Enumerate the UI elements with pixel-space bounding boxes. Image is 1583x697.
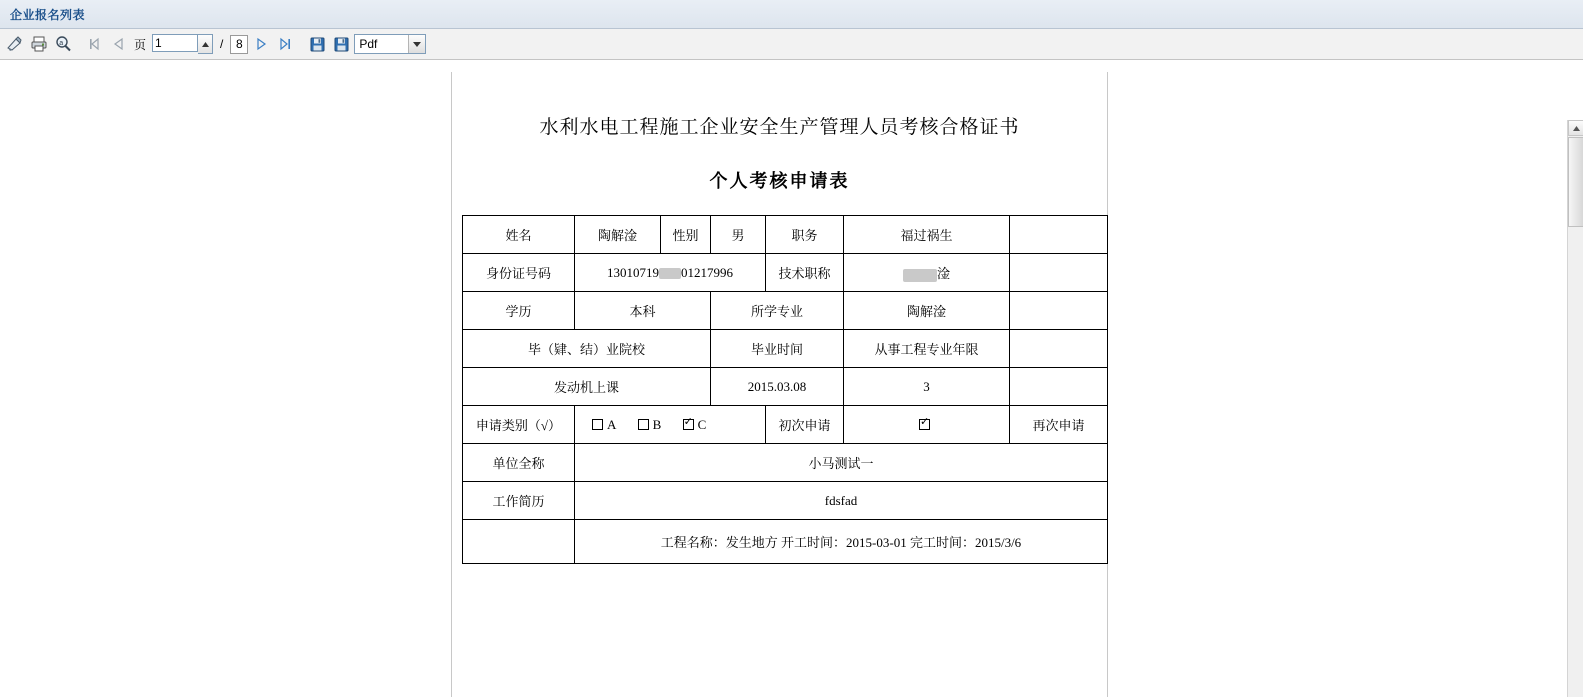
report-toolbar (0, 29, 1583, 60)
company-label: 单位全称 (463, 444, 575, 482)
table-row (463, 216, 1108, 254)
education-value: 本科 (575, 292, 711, 330)
total-pages: 8 (230, 35, 248, 54)
tech-title-label: 技术职称 (766, 254, 844, 292)
id-value-prefix: 13010719 (607, 264, 659, 280)
major-label: 所学专业 (711, 292, 844, 330)
grad-time-label: 毕业时间 (711, 330, 844, 368)
tech-title-text: 淦 (936, 266, 950, 281)
resume-label: 工作简历 (463, 482, 575, 520)
save-button[interactable] (306, 33, 328, 55)
gender-value: 男 (711, 216, 766, 254)
save-as-button[interactable] (330, 33, 352, 55)
table-row (463, 406, 1108, 444)
last-page-icon (277, 36, 293, 52)
apply-option-c[interactable] (683, 417, 707, 433)
apply-a-label: A (607, 416, 617, 432)
print-button[interactable] (28, 33, 50, 55)
table-row (463, 520, 1108, 564)
resume-value: fdsfad (575, 482, 1108, 520)
first-page-icon (87, 36, 103, 52)
document-subtitle: 个人考核申请表 (709, 171, 850, 191)
grad-time-value: 2015.03.08 (711, 368, 844, 406)
page-separator: / (220, 37, 224, 51)
years-label: 从事工程专业年限 (844, 330, 1010, 368)
major-value: 陶解淦 (844, 292, 1010, 330)
position-label: 职务 (766, 216, 844, 254)
prev-page-button[interactable] (108, 33, 130, 55)
save-as-icon (333, 36, 350, 53)
checkbox-first-apply-icon[interactable] (919, 419, 930, 430)
re-apply-label: 再次申请 (1010, 406, 1108, 444)
application-form-table (462, 215, 1108, 564)
first-apply-label: 初次申请 (766, 406, 844, 444)
table-row (463, 292, 1108, 330)
report-viewer (0, 60, 1583, 697)
education-label: 学历 (463, 292, 575, 330)
checkbox-a-icon[interactable] (592, 419, 603, 430)
checkbox-b-icon[interactable] (638, 419, 649, 430)
name-label: 姓名 (463, 216, 575, 254)
page-label: 页 (134, 37, 147, 52)
search-icon (54, 35, 72, 53)
export-format-value: Pdf (359, 37, 378, 51)
document-title: 水利水电工程施工企业安全生产管理人员考核合格证书 (539, 117, 1020, 138)
prev-page-icon (111, 36, 127, 52)
printer-icon (30, 35, 48, 53)
table-row (463, 482, 1108, 520)
redaction-block (903, 269, 937, 282)
search-button[interactable] (52, 33, 74, 55)
redaction-block (659, 268, 681, 279)
tech-title-value (844, 254, 1010, 292)
scrollbar-thumb[interactable] (1568, 137, 1583, 227)
apply-type-label: 申请类别（√） (463, 406, 575, 444)
document-page (451, 72, 1108, 697)
table-row (463, 330, 1108, 368)
table-row (463, 444, 1108, 482)
gender-label: 性别 (661, 216, 711, 254)
school-value: 发动机上课 (463, 368, 711, 406)
apply-c-label: C (697, 416, 707, 432)
first-page-button[interactable] (84, 33, 106, 55)
scroll-up-button[interactable] (1568, 120, 1583, 136)
id-value-suffix: 01217996 (681, 264, 733, 280)
table-row (463, 368, 1108, 406)
company-value: 小马测试一 (575, 444, 1108, 482)
years-value: 3 (844, 368, 1010, 406)
school-label: 毕（肄、结）业院校 (463, 330, 711, 368)
next-page-icon (253, 36, 269, 52)
tab-enterprise-registration-list[interactable]: 企业报名列表 (10, 7, 86, 22)
first-apply-checkbox-cell (844, 406, 1010, 444)
export-button[interactable] (4, 33, 26, 55)
row4-spacer (1010, 330, 1108, 368)
next-page-button[interactable] (250, 33, 272, 55)
chevron-down-icon[interactable] (408, 35, 425, 53)
project-label (463, 520, 575, 564)
id-value (575, 254, 766, 292)
row5-spacer (1010, 368, 1108, 406)
apply-type-options (575, 406, 766, 444)
row1-spacer (1010, 216, 1108, 254)
window-titlebar (0, 0, 1583, 29)
id-label: 身份证号码 (463, 254, 575, 292)
apply-option-a[interactable] (592, 417, 616, 433)
export-format-select[interactable] (354, 34, 426, 54)
position-value: 福过祸生 (844, 216, 1010, 254)
svg-text:a: a (59, 40, 64, 47)
table-row (463, 254, 1108, 292)
row2-spacer (1010, 254, 1108, 292)
page-number-stepper[interactable] (152, 34, 213, 54)
export-icon (6, 35, 24, 53)
vertical-scrollbar[interactable] (1567, 120, 1583, 697)
project-value: 工程名称：发生地方 开工时间：2015-03-01 完工时间：2015/3/6 (575, 520, 1108, 564)
save-icon (309, 36, 326, 53)
last-page-button[interactable] (274, 33, 296, 55)
checkbox-c-icon[interactable] (683, 419, 694, 430)
page-spinner-up[interactable] (198, 34, 213, 54)
apply-b-label: B (652, 416, 662, 432)
apply-option-b[interactable] (638, 417, 662, 433)
name-value: 陶解淦 (575, 216, 661, 254)
page-number-input[interactable] (152, 34, 198, 52)
row3-spacer (1010, 292, 1108, 330)
